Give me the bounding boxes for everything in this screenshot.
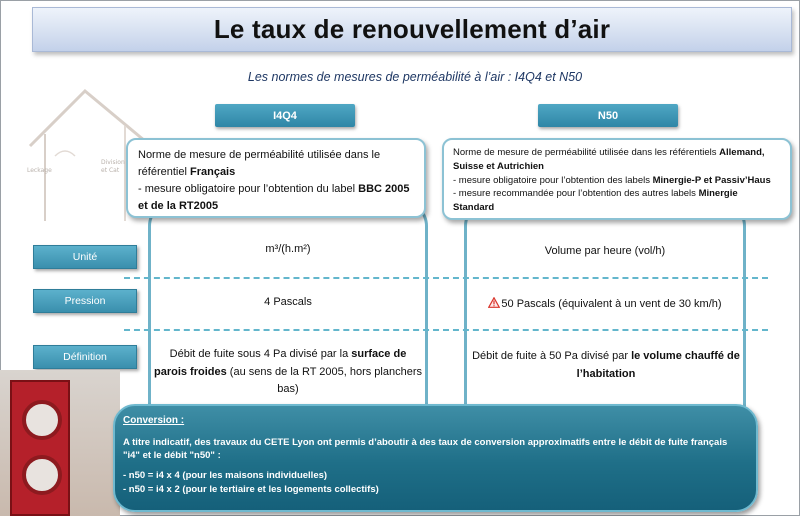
row-separator bbox=[124, 329, 768, 331]
description-box-i4q4 bbox=[126, 138, 426, 218]
desc-n50-text1: Norme de mesure de perméabilité utilisée dans les référentiels bbox=[453, 147, 720, 158]
row-label-unite: Unité bbox=[33, 245, 137, 269]
desc-i4q4-text2: - mesure obligatoire pour l’obtention du label bbox=[138, 183, 359, 196]
desc-i4q4-bold1: Français bbox=[189, 166, 236, 179]
description-box-n50 bbox=[442, 138, 792, 220]
definition-i4q4-bold: surface de parois froides bbox=[153, 348, 407, 378]
pression-n50-value: 50 Pascals (équivalent à un vent de 30 km/h) bbox=[501, 298, 722, 310]
column-outline-n50 bbox=[464, 200, 746, 432]
sketch-label-leakage: Leckage bbox=[27, 167, 52, 174]
definition-n50-value bbox=[472, 348, 740, 383]
row-separator bbox=[124, 277, 768, 279]
blower-door-photo bbox=[0, 370, 120, 516]
fan-ring bbox=[22, 400, 62, 440]
conversion-box bbox=[113, 404, 758, 512]
definition-i4q4-text1: Débit de fuite sous 4 Pa divisé par la bbox=[169, 348, 352, 360]
conversion-item: - n50 = i4 x 2 (pour le tertiaire et les logements collectifs) bbox=[123, 483, 379, 495]
pression-i4q4-value: 4 Pascals bbox=[264, 296, 312, 308]
row-label-pression: Pression bbox=[33, 289, 137, 313]
page-subtitle: Les normes de mesures de perméabilité à l’air : I4Q4 et N50 bbox=[247, 70, 583, 84]
pression-n50-cell bbox=[470, 296, 740, 314]
definition-n50-text1: Débit de fuite à 50 Pa divisé par bbox=[472, 350, 632, 362]
desc-n50-text3: - mesure recommandée pour l’obtention des autres labels bbox=[453, 188, 699, 200]
sketch-label-division: Division bbox=[101, 159, 125, 166]
column-header-n50: N50 bbox=[538, 104, 678, 127]
desc-n50-bold1: Allemand, Suisse et Autrichien bbox=[453, 147, 765, 172]
sketch-label-cat: et Cat bbox=[101, 167, 120, 174]
unite-i4q4-value: m³/(h.m²) bbox=[265, 243, 311, 255]
conversion-item: - n50 = i4 x 4 (pour les maisons individuelles) bbox=[123, 470, 328, 482]
fan-ring bbox=[22, 455, 62, 495]
desc-n50-text2: - mesure obligatoire pour l’obtention des labels bbox=[453, 174, 653, 186]
desc-n50-bold3: Minergie Standard bbox=[453, 188, 738, 214]
row-label-definition: Définition bbox=[33, 345, 137, 369]
definition-n50-bold: le volume chauffé de l’habitation bbox=[576, 350, 740, 380]
unite-n50-value: Volume par heure (vol/h) bbox=[544, 245, 666, 257]
page-title: Le taux de renouvellement d’air bbox=[213, 14, 611, 44]
conversion-text: A titre indicatif, des travaux du CETE Lyon ont permis d’aboutir à des taux de conversion approximatifs entre le débit de fuite français "i4" et le débit "n50" : bbox=[123, 436, 728, 462]
column-header-i4q4: I4Q4 bbox=[215, 104, 355, 127]
desc-i4q4-bold2: BBC 2005 et de la RT2005 bbox=[138, 183, 410, 213]
warning-triangle-icon bbox=[488, 297, 500, 308]
definition-i4q4-text2: (au sens de la RT 2005, hors planchers bas) bbox=[226, 365, 423, 396]
title-bar bbox=[32, 7, 792, 52]
conversion-title: Conversion : bbox=[123, 415, 185, 426]
definition-i4q4-value bbox=[152, 346, 424, 399]
desc-i4q4-text1: Norme de mesure de perméabilité utilisée dans le référentiel bbox=[138, 149, 381, 179]
desc-n50-bold2: Minergie-P et Passiv’Haus bbox=[652, 174, 771, 186]
